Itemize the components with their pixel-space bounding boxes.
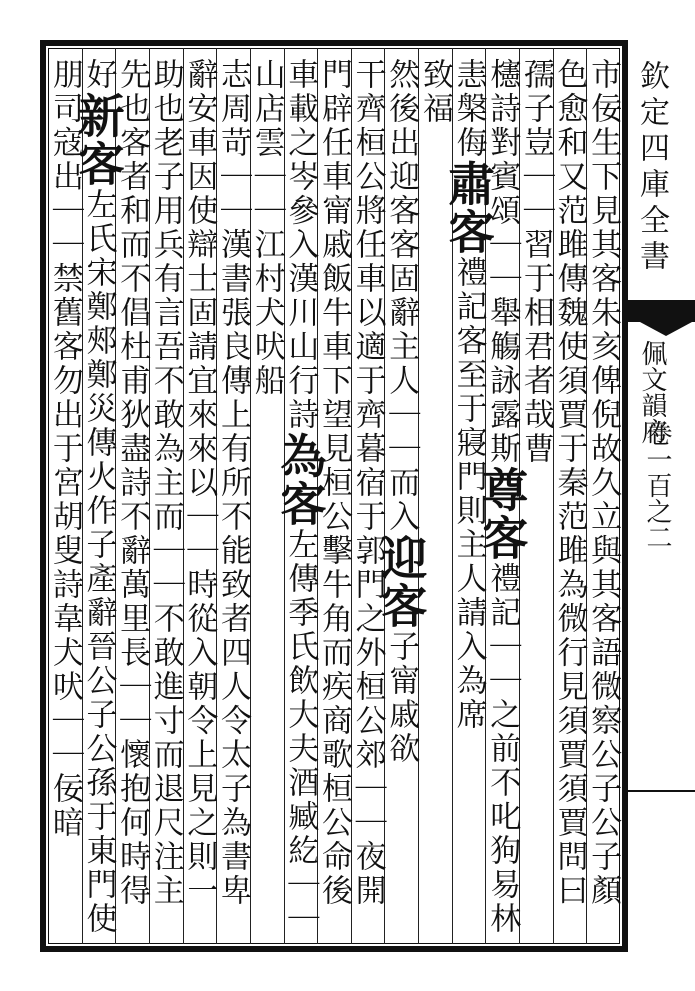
- column-text: 辭安車因使辯士固請宜來來以｜｜時從入朝令上見之則一: [181, 58, 218, 908]
- column-text: 車載之岑參入漢川山行詩: [282, 58, 319, 432]
- headword: 肅客: [441, 160, 496, 256]
- column-text: 禮記客至于寢門則主人請入為席: [450, 256, 487, 732]
- column-text: 市佞生下見其客朱亥俾倪故久立與其客語微察公子公子顏: [585, 58, 622, 908]
- headword: 迎客: [374, 534, 429, 630]
- column-text: 左氏宋鄭郟鄭災傳火作子產辭晉公子公孫于東門使: [80, 188, 117, 936]
- column-text: 助也老子用兵有言吾不敢為主而｜｜不敢進寸而退尺注主: [147, 58, 184, 908]
- collection-title: 欽定四庫全書: [634, 60, 669, 276]
- column-text: 恚槃侮: [450, 58, 487, 160]
- column-text: 門辟任車甯戚飯牛車下望見桓公擊牛角而疾商歌桓公命後: [316, 58, 352, 908]
- margin-tick: [628, 790, 695, 792]
- column-text: 櫶詩對賓頌｜｜舉觴詠露斯: [484, 58, 521, 466]
- headword: 為客: [273, 432, 328, 528]
- fish-tail-mark: [628, 300, 695, 322]
- headword: 尊客: [475, 466, 530, 562]
- column-text: 子甯戚欲: [383, 630, 420, 766]
- column-text: 志周苛｜｜漢書張良傳上有所不能致者四人令太子為書卑: [215, 58, 252, 908]
- volume-label: 卷一百之二: [642, 420, 672, 550]
- column-text: 先也客者和而不倡杜甫狄盡詩不辭萬里長｜｜懷抱何時得: [114, 58, 151, 908]
- book-title: 佩文韻府: [637, 340, 667, 444]
- column-text: 左傳季氏飲大夫酒臧紇｜｜: [282, 528, 319, 936]
- column-text: 山店雲｜｜江村犬吠船: [248, 58, 285, 398]
- column-text: 禮記｜｜之前不叱狗易林: [484, 562, 521, 936]
- headword: 新客: [71, 92, 126, 188]
- column-text: 干齊桓公將任車以適于齊暮宿于郭門之外桓公郊｜｜夜開: [349, 58, 386, 908]
- fish-tail-notch: [640, 322, 692, 336]
- column-text: 好: [80, 58, 117, 92]
- text-column: [44, 58, 86, 942]
- column-text: 致福: [416, 58, 453, 126]
- column-text: 孺子豈｜｜習于相君者哉曹: [517, 58, 554, 466]
- column-text: 然後出迎客客固辭主人｜｜而入: [383, 58, 420, 534]
- column-text: 朋司寇出｜｜禁舊客勿出于宮胡叟詩韋犬吠｜｜佞暗: [46, 58, 83, 840]
- column-text: 色愈和又范雎傳魏使須賈于秦范雎為微行見須賈須賈問曰: [551, 58, 588, 908]
